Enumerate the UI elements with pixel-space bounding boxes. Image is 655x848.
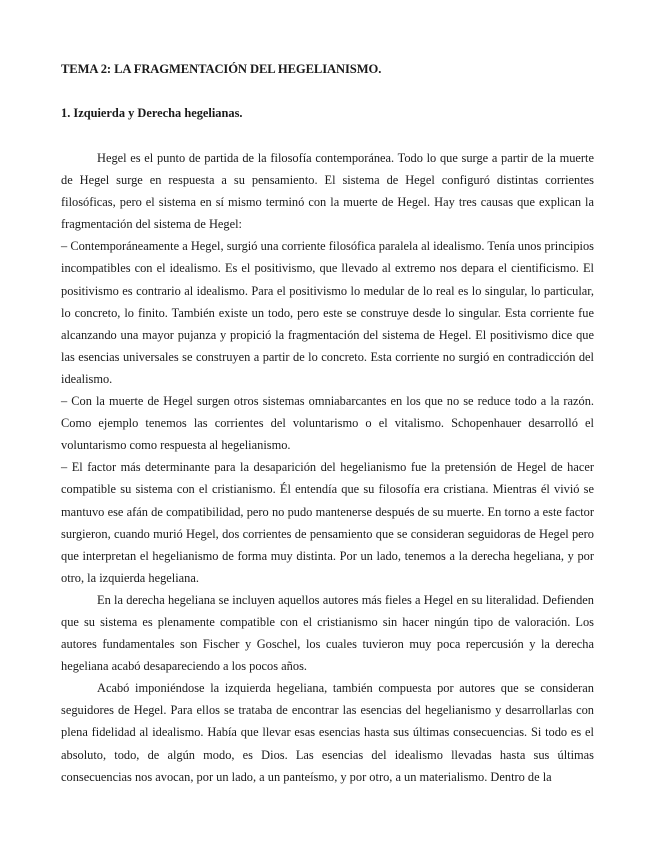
document-title: TEMA 2: LA FRAGMENTACIÓN DEL HEGELIANISMO. bbox=[61, 62, 382, 76]
paragraph-cause-positivism: – Contemporáneamente a Hegel, surgió una corriente filosófica paralela al idealismo. Tenía unos principios incompatibles con el idealismo. Es el positivismo, que llevado al extremo nos depara el cientificismo. El positivismo es contrario al idealismo. Para el positivismo lo medular de lo real es lo singular, lo particular, lo concreto, lo finito. También existe un todo, pero este se construye desde lo singular. Esta corriente fue alcanzando una mayor pujanza y propició la fragmentación del sistema de Hegel. El positivismo dice que las esencias universales se construyen a partir de lo concreto. Esta corriente no surgió en contradicción del idealismo. bbox=[61, 239, 594, 386]
body-text bbox=[61, 147, 594, 788]
paragraph-right-hegelians: En la derecha hegeliana se incluyen aquellos autores más fieles a Hegel en su literalidad. Defienden que su sistema es plenamente compatible con el cristianismo sin hacer ningún tipo de valoración. Los autores fundamentales son Fischer y Goschel, los cuales tuvieron muy poca repercusión y la derecha hegeliana acabó desapareciendo a los pocos años. bbox=[61, 592, 594, 674]
paragraph-cause-christianity: – El factor más determinante para la desaparición del hegelianismo fue la pretensión de Hegel de hacer compatible su sistema con el cristianismo. Él entendía que su filosofía era cristiana. Mientras él vivió se mantuvo ese afán de compatibilidad, pero no pudo mantenerse después de su muerte. En torno a este factor surgieron, cuando murió Hegel, dos corrientes de pensamiento que se consideran seguidoras de Hegel pero que interpretan el hegelianismo de forma muy distinta. Por un lado, tenemos a la derecha hegeliana, y por otro, la izquierda hegeliana. bbox=[61, 460, 594, 585]
paragraph-cause-voluntarism: – Con la muerte de Hegel surgen otros sistemas omniabarcantes en los que no se reduce todo a la razón. Como ejemplo tenemos las corrientes del voluntarismo o el vitalismo. Schopenhauer desarrolló el voluntarismo como respuesta al hegelianismo. bbox=[61, 394, 594, 453]
document-page bbox=[61, 58, 594, 788]
section-heading: 1. Izquierda y Derecha hegelianas. bbox=[61, 106, 243, 120]
paragraph-intro: Hegel es el punto de partida de la filosofía contemporánea. Todo lo que surge a partir de la muerte de Hegel surge en respuesta a su pensamiento. El sistema de Hegel configuró distintas corrientes filosóficas, pero el sistema en sí mismo terminó con la muerte de Hegel. Hay tres causas que explican la fragmentación del sistema de Hegel: bbox=[61, 151, 594, 232]
paragraph-left-hegelians: Acabó imponiéndose la izquierda hegeliana, también compuesta por autores que se consideran seguidores de Hegel. Para ellos se trataba de encontrar las esencias del hegelianismo y desarrollarlas con plena fidelidad al idealismo. Había que llevar esas esencias hasta sus últimas consecuencias. Si todo es el absoluto, todo, de algún modo, es Dios. Las esencias del idealismo llevadas hasta sus últimas consecuencias nos avocan, por un lado, a un panteísmo, y por otro, a un materialismo. Dentro de la bbox=[61, 681, 594, 784]
